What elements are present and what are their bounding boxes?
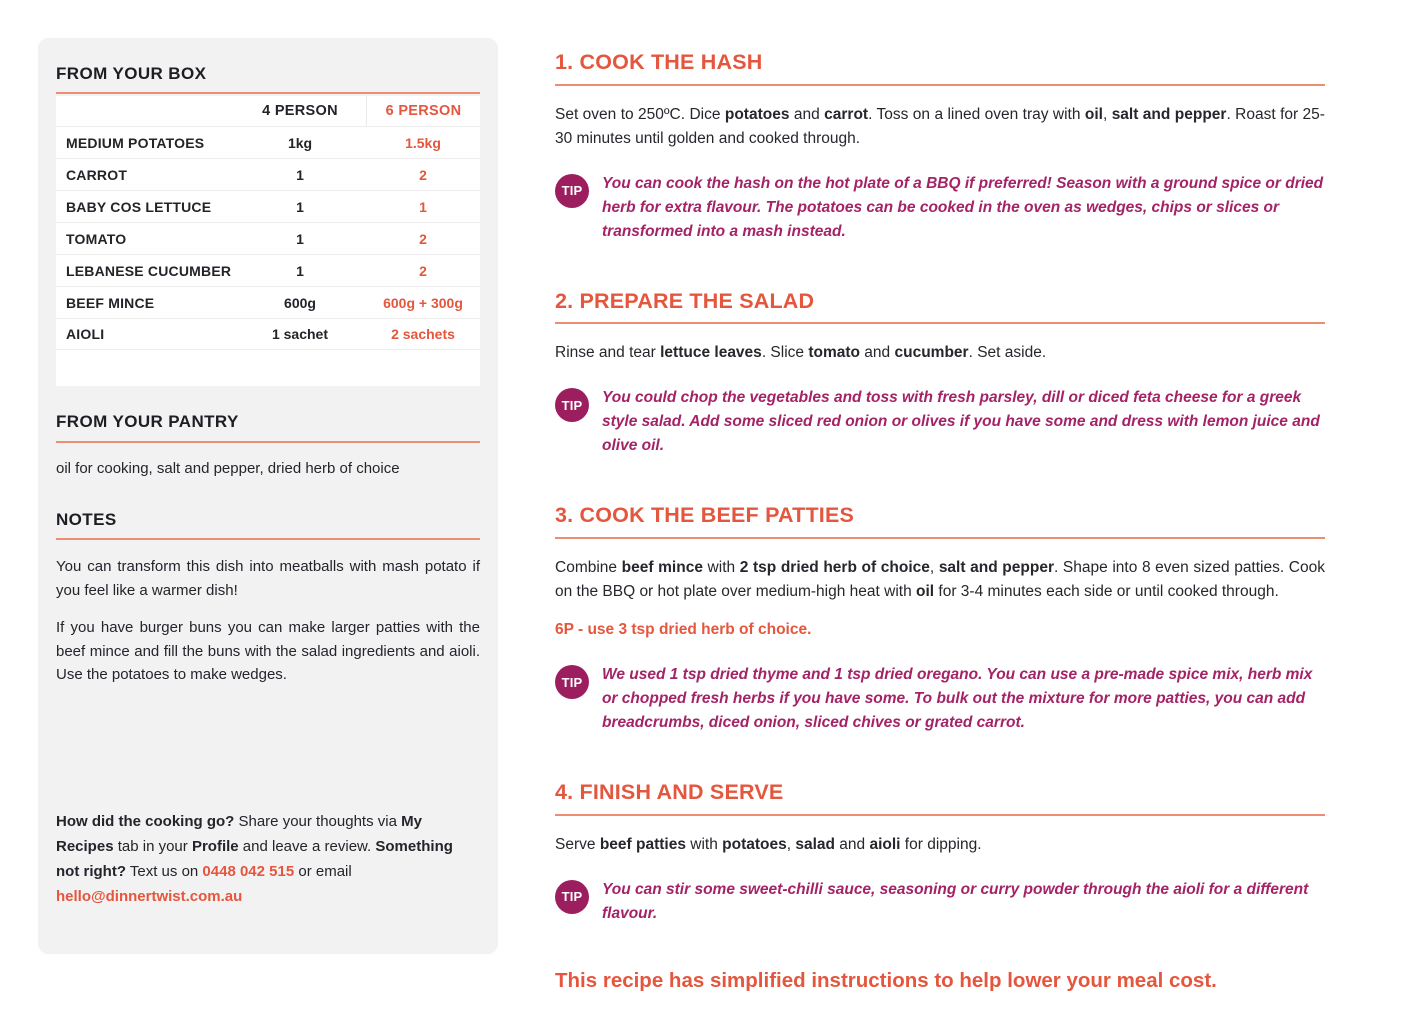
tip-badge: TIP bbox=[555, 174, 589, 208]
qty-4-person: 1 bbox=[296, 198, 304, 215]
pantry-title-rule bbox=[56, 441, 480, 443]
tip-callout bbox=[555, 172, 1325, 244]
phone-link[interactable]: 0448 042 515 bbox=[202, 863, 295, 880]
qty-4-person: 1 bbox=[296, 166, 304, 183]
step-title: 3. COOK THE BEEF PATTIES bbox=[555, 503, 855, 528]
qty-6-person: 2 sachets bbox=[391, 326, 455, 343]
ingredient-name: MEDIUM POTATOES bbox=[66, 134, 205, 151]
ingredient-name: BABY COS LETTUCE bbox=[66, 198, 212, 215]
qty-4-person: 1kg bbox=[287, 134, 313, 151]
qty-4-person: 1 sachet bbox=[271, 326, 329, 343]
table-row bbox=[56, 126, 480, 158]
qty-6-person: 2 bbox=[419, 166, 427, 183]
tip-text: We used 1 tsp dried thyme and 1 tsp dried oregano. You can use a pre-made spice mix, herb mix or chopped fresh herbs if you have some. To bulk out the mixture for more patties, you can add breadcrumbs, diced onion, sliced chives or grated carrot. bbox=[602, 666, 1313, 732]
email-link[interactable]: hello@dinnertwist.com.au bbox=[56, 888, 243, 905]
qty-4-person: 1 bbox=[296, 230, 304, 247]
step-rule bbox=[555, 84, 1325, 86]
six-person-note: 6P - use 3 tsp dried herb of choice. bbox=[555, 621, 812, 639]
qty-6-person: 600g + 300g bbox=[383, 294, 463, 311]
step-title: 1. COOK THE HASH bbox=[555, 50, 763, 74]
tip-badge: TIP bbox=[555, 880, 589, 914]
cost-note: This recipe has simplified instructions to help lower your meal cost. bbox=[555, 968, 1217, 992]
step-rule bbox=[555, 322, 1325, 324]
tip-callout bbox=[555, 663, 1325, 735]
tip-text: You can cook the hash on the hot plate of a BBQ if preferred! Season with a ground spice or dried herb for extra flavour. The potatoes can be cooked in the oven as wedges, chips or slices or transformed into a mash instead. bbox=[602, 174, 1324, 240]
header-4-person: 4 PERSON bbox=[262, 103, 338, 120]
ingredient-name: CARROT bbox=[66, 166, 128, 183]
ingredients-table bbox=[56, 96, 480, 386]
step-rule bbox=[555, 537, 1325, 539]
step-body: Set oven to 250ºC. Dice potatoes and carrot. Toss on a lined oven tray with oil, salt and pepper. Roast for 25-30 minutes until golden and cooked through. bbox=[555, 105, 1325, 147]
header-6-person: 6 PERSON bbox=[366, 96, 480, 126]
contact-note: How did the cooking go? Share your thoughts via My Recipes tab in your Profile and leave a review. Something not right? Text us on 0448 042 515 or email hello@dinnertwist.com.au bbox=[56, 813, 453, 905]
qty-6-person: 1 bbox=[419, 198, 427, 215]
box-title-rule bbox=[56, 92, 480, 94]
notes-paragraph: If you have burger buns you can make larger patties with the beef mince and fill the buns with the salad ingredients and aioli. Use the potatoes to make wedges. bbox=[56, 619, 480, 684]
table-header-row bbox=[56, 96, 480, 126]
table-row bbox=[56, 286, 480, 318]
tip-badge: TIP bbox=[555, 388, 589, 422]
tip-text: You can stir some sweet-chilli sauce, seasoning or curry powder through the aioli for a different flavour. bbox=[602, 880, 1309, 922]
step-body: Rinse and tear lettuce leaves. Slice tomato and cucumber. Set aside. bbox=[555, 344, 1047, 362]
qty-6-person: 2 bbox=[419, 230, 427, 247]
tip-callout bbox=[555, 386, 1325, 458]
step-title: 2. PREPARE THE SALAD bbox=[555, 288, 815, 313]
tip-badge: TIP bbox=[555, 665, 589, 699]
ingredient-name: LEBANESE CUCUMBER bbox=[66, 262, 232, 279]
notes-paragraph: You can transform this dish into meatballs with mash potato if you feel like a warmer dish! bbox=[56, 558, 480, 599]
qty-6-person: 1.5kg bbox=[405, 134, 441, 151]
table-row bbox=[56, 158, 480, 190]
step-rule bbox=[555, 814, 1325, 816]
step-body: Combine beef mince with 2 tsp dried herb of choice, salt and pepper. Shape into 8 even sized patties. Cook on the BBQ or hot plate over medium-high heat with oil for 3-4 minutes each side or until cooked through. bbox=[555, 559, 1325, 601]
step-2-prepare-the-salad bbox=[555, 289, 1325, 459]
pantry-section-title: FROM YOUR PANTRY bbox=[56, 412, 239, 432]
notes-title-rule bbox=[56, 538, 480, 540]
qty-4-person: 600g bbox=[284, 294, 316, 311]
qty-4-person: 1 bbox=[296, 262, 304, 279]
qty-6-person: 2 bbox=[419, 262, 427, 279]
ingredient-name: TOMATO bbox=[66, 230, 127, 247]
table-row bbox=[56, 190, 480, 222]
notes-section-title: NOTES bbox=[56, 509, 117, 529]
step-1-cook-the-hash bbox=[555, 50, 1325, 244]
table-row bbox=[56, 222, 480, 254]
instructions-column bbox=[555, 50, 1325, 1014]
tip-callout bbox=[555, 878, 1325, 926]
ingredient-name: BEEF MINCE bbox=[66, 294, 155, 311]
step-body: Serve beef patties with potatoes, salad and aioli for dipping. bbox=[555, 835, 982, 853]
pantry-text: oil for cooking, salt and pepper, dried herb of choice bbox=[56, 459, 400, 477]
box-section-title: FROM YOUR BOX bbox=[56, 64, 207, 83]
ingredients-card bbox=[38, 38, 498, 954]
table-row bbox=[56, 318, 480, 350]
step-title: 4. FINISH AND SERVE bbox=[555, 780, 784, 805]
ingredient-name: AIOLI bbox=[66, 326, 105, 343]
tip-text: You could chop the vegetables and toss with fresh parsley, dill or diced feta cheese for a greek style salad. Add some sliced red onion or olives if you have some and dress with lemon juice and olive oil. bbox=[602, 389, 1320, 455]
step-3-cook-the-beef-patties bbox=[555, 503, 1325, 735]
step-4-finish-and-serve bbox=[555, 780, 1325, 926]
table-row bbox=[56, 254, 480, 286]
